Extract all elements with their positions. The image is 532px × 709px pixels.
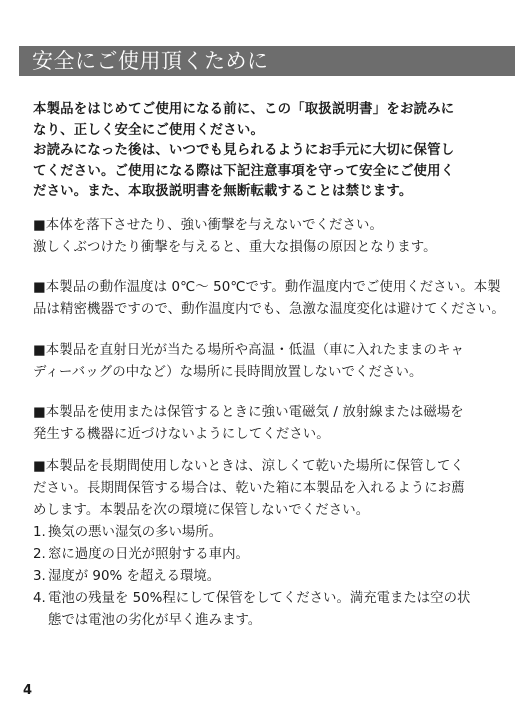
caution-electromagnetic: ■本製品を使用または保管するときに強い電磁気 / 放射線または磁場を 発生する機器に近づけないようにしてください。: [33, 405, 464, 442]
list-item-text: 湿度が 90% を超える環境。: [48, 569, 221, 584]
storage-avoid-list: [33, 522, 505, 632]
list-item-text: 電池の残量を 50%程にして保管をしてください。満充電または空の状 態では電池の劣化が早く進みます。: [48, 591, 471, 628]
intro-paragraph: 本製品をはじめてご使用になる前に、この「取扱説明書」をお読みに なり、正しく安全にご使用ください。 お読みになった後は、いつでも見られるようにお手元に大切に保管し てください。ご使用になる際は下記注意事項を守って安全にご使用く ださい。また、本取扱説明書を無断転載することは禁じます。: [33, 102, 455, 200]
page-number: 4: [23, 683, 33, 698]
section-title: 安全にご使用頂くために: [19, 46, 515, 76]
list-item-number: 4.: [33, 591, 46, 606]
list-item-number: 2.: [33, 547, 46, 562]
caution-operating-temperature: ■本製品の動作温度は 0℃～ 50℃です。動作温度内でご使用ください。本製 品は精密機器ですので、動作温度内でも、急激な温度変化は避けてください。: [33, 280, 505, 317]
caution-drop-impact: ■本体を落下させたり、強い衝撃を与えないでください。 激しくぶつけたり衝撃を与えると、重大な損傷の原因となります。: [33, 218, 437, 255]
list-item-text: 換気の悪い湿気の多い場所。: [48, 525, 223, 540]
list-item-number: 1.: [33, 525, 46, 540]
list-item-text: 窓に過度の日光が照射する車内。: [48, 547, 249, 562]
list-item: [33, 566, 505, 588]
list-item: [33, 588, 505, 632]
list-item: [33, 544, 505, 566]
caution-long-term-storage: ■本製品を長期間使用しないときは、涼しくて乾いた場所に保管してく ださい。長期間保管する場合は、乾いた箱に本製品を入れるようにお薦 めします。本製品を次の環境に保管しないでください。: [33, 459, 465, 518]
list-item: [33, 522, 505, 544]
caution-direct-sunlight: ■本製品を直射日光が当たる場所や高温・低温（車に入れたままのキャ ディーバッグの中など）な場所に長時間放置しないでください。: [33, 343, 464, 380]
list-item-number: 3.: [33, 569, 46, 584]
